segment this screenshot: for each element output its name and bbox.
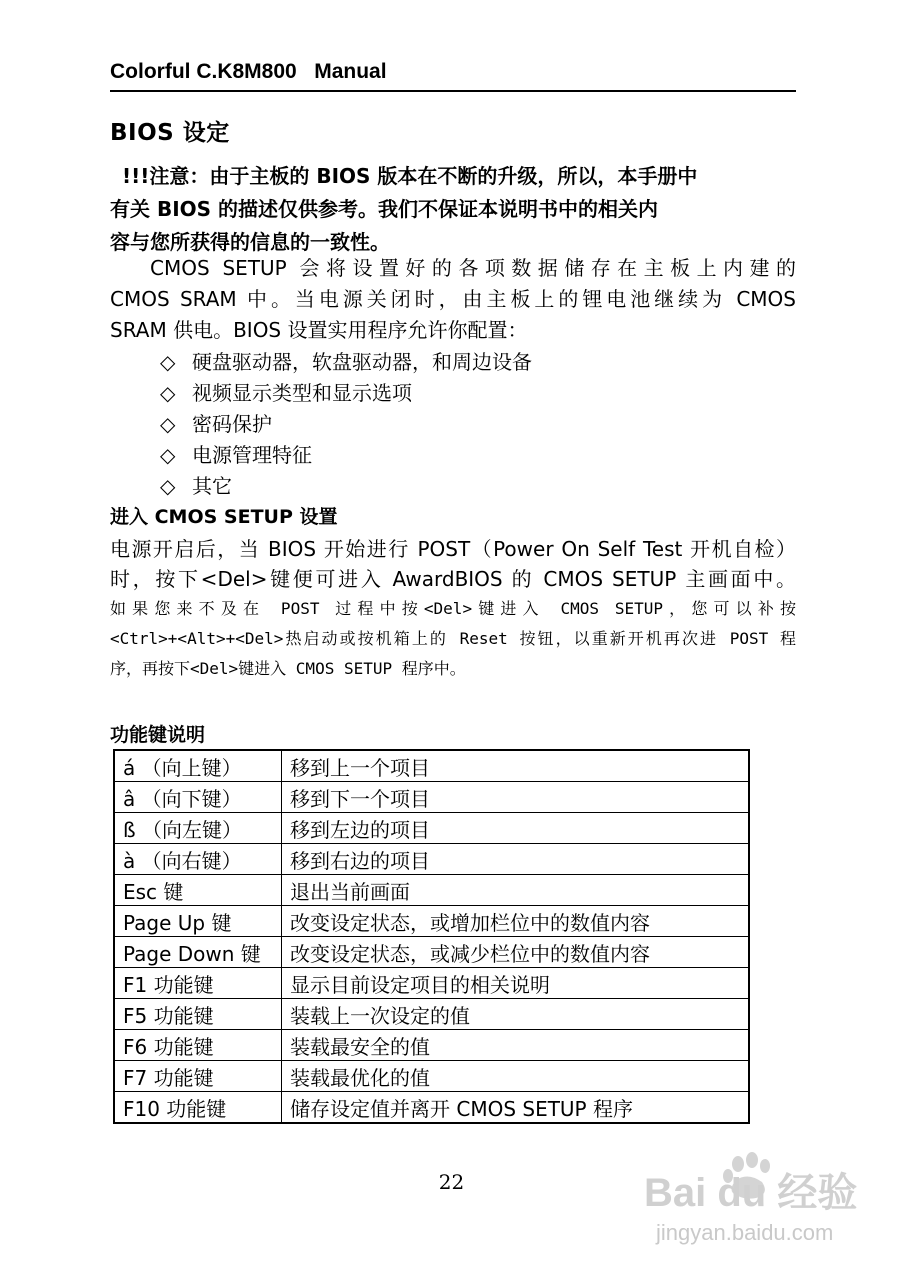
watermark-url: jingyan.baidu.com	[656, 1220, 834, 1245]
key-cell: Esc 键	[114, 875, 282, 906]
table-row	[114, 1092, 749, 1124]
key-cell: ß （向左键）	[114, 813, 282, 844]
key-cell: â （向下键）	[114, 782, 282, 813]
paragraph-line: 序，再按下<Del>键进入 CMOS SETUP 程序中。	[110, 659, 466, 678]
table-row	[114, 813, 749, 844]
table-row	[114, 999, 749, 1030]
table-row	[114, 968, 749, 999]
key-cell: Page Down 键	[114, 937, 282, 968]
list-item	[160, 440, 532, 471]
table-row	[114, 844, 749, 875]
page-header	[110, 60, 796, 92]
diamond-bullet-icon: ◇	[160, 443, 176, 467]
intro-line: CMOS SETUP 会将设置好的各项数据储存在主板上内建的	[150, 256, 796, 280]
desc-cell: 移到下一个项目	[282, 782, 750, 813]
diamond-bullet-icon: ◇	[160, 381, 176, 405]
desc-cell: 显示目前设定项目的相关说明	[282, 968, 750, 999]
desc-cell: 装载最安全的值	[282, 1030, 750, 1061]
config-options-list	[160, 347, 532, 502]
list-item-label: 密码保护	[192, 412, 272, 436]
desc-cell: 储存设定值并离开 CMOS SETUP 程序	[282, 1092, 750, 1124]
desc-cell: 改变设定状态，或增加栏位中的数值内容	[282, 906, 750, 937]
list-item	[160, 409, 532, 440]
table-row	[114, 937, 749, 968]
list-item-label: 其它	[192, 474, 232, 498]
list-item	[160, 378, 532, 409]
diamond-bullet-icon: ◇	[160, 412, 176, 436]
intro-line: SRAM 供电。BIOS 设置实用程序允许你配置：	[110, 318, 528, 342]
key-cell: F1 功能键	[114, 968, 282, 999]
table-row	[114, 906, 749, 937]
table-row	[114, 750, 749, 782]
note-line: 容与您所获得的信息的一致性。	[110, 230, 390, 254]
note-line: 有关 BIOS 的描述仅供参考。我们不保证本说明书中的相关内	[110, 197, 659, 221]
function-keys-table	[113, 749, 750, 1124]
paragraph-line: <Ctrl>+<Alt>+<Del>热启动或按机箱上的 Reset 按钮，以重新开机再次进 POST 程	[110, 629, 796, 648]
key-cell: á （向上键）	[114, 750, 282, 782]
intro-line: CMOS SRAM 中。当电源关闭时，由主板上的锂电池继续为 CMOS	[110, 287, 796, 311]
desc-cell: 装载最优化的值	[282, 1061, 750, 1092]
key-cell: F6 功能键	[114, 1030, 282, 1061]
note-line: !!!注意：由于主板的 BIOS 版本在不断的升级，所以，本手册中	[122, 164, 698, 188]
list-item	[160, 347, 532, 378]
intro-paragraph	[110, 253, 796, 346]
list-item-label: 电源管理特征	[192, 443, 312, 467]
table-row	[114, 875, 749, 906]
table-row	[114, 1061, 749, 1092]
warning-note	[110, 160, 800, 259]
enter-setup-heading: 进入 CMOS SETUP 设置	[110, 506, 338, 528]
function-keys-title: 功能键说明	[110, 724, 206, 746]
desc-cell: 移到上一个项目	[282, 750, 750, 782]
key-cell: F10 功能键	[114, 1092, 282, 1124]
key-cell: F5 功能键	[114, 999, 282, 1030]
desc-cell: 改变设定状态，或减少栏位中的数值内容	[282, 937, 750, 968]
desc-cell: 移到左边的项目	[282, 813, 750, 844]
list-item	[160, 471, 532, 502]
paragraph-line: 如果您来不及在 POST 过程中按<Del>键进入 CMOS SETUP，您可以补按	[110, 599, 796, 618]
diamond-bullet-icon: ◇	[160, 474, 176, 498]
key-cell: à （向右键）	[114, 844, 282, 875]
paragraph-line: 时，按下<Del>键便可进入 AwardBIOS 的 CMOS SETUP 主画面中。	[110, 567, 796, 591]
desc-cell: 移到右边的项目	[282, 844, 750, 875]
list-item-label: 硬盘驱动器，软盘驱动器，和周边设备	[192, 350, 532, 374]
key-cell: Page Up 键	[114, 906, 282, 937]
key-cell: F7 功能键	[114, 1061, 282, 1092]
diamond-bullet-icon: ◇	[160, 350, 176, 374]
paragraph-line: 电源开启后，当 BIOS 开始进行 POST（Power On Self Test 开机自检）	[110, 537, 796, 561]
header-title: Colorful C.K8M800 Manual	[110, 60, 387, 83]
table-row	[114, 1030, 749, 1061]
baidu-watermark-logo	[640, 1150, 860, 1220]
table-row	[114, 782, 749, 813]
page-number: 22	[438, 1170, 465, 1194]
svg-text:Bai du 经验: Bai du 经验	[644, 1171, 858, 1215]
enter-setup-paragraph	[110, 534, 796, 684]
desc-cell: 退出当前画面	[282, 875, 750, 906]
desc-cell: 装载上一次设定的值	[282, 999, 750, 1030]
section-title: BIOS 设定	[110, 120, 230, 146]
list-item-label: 视频显示类型和显示选项	[192, 381, 412, 405]
